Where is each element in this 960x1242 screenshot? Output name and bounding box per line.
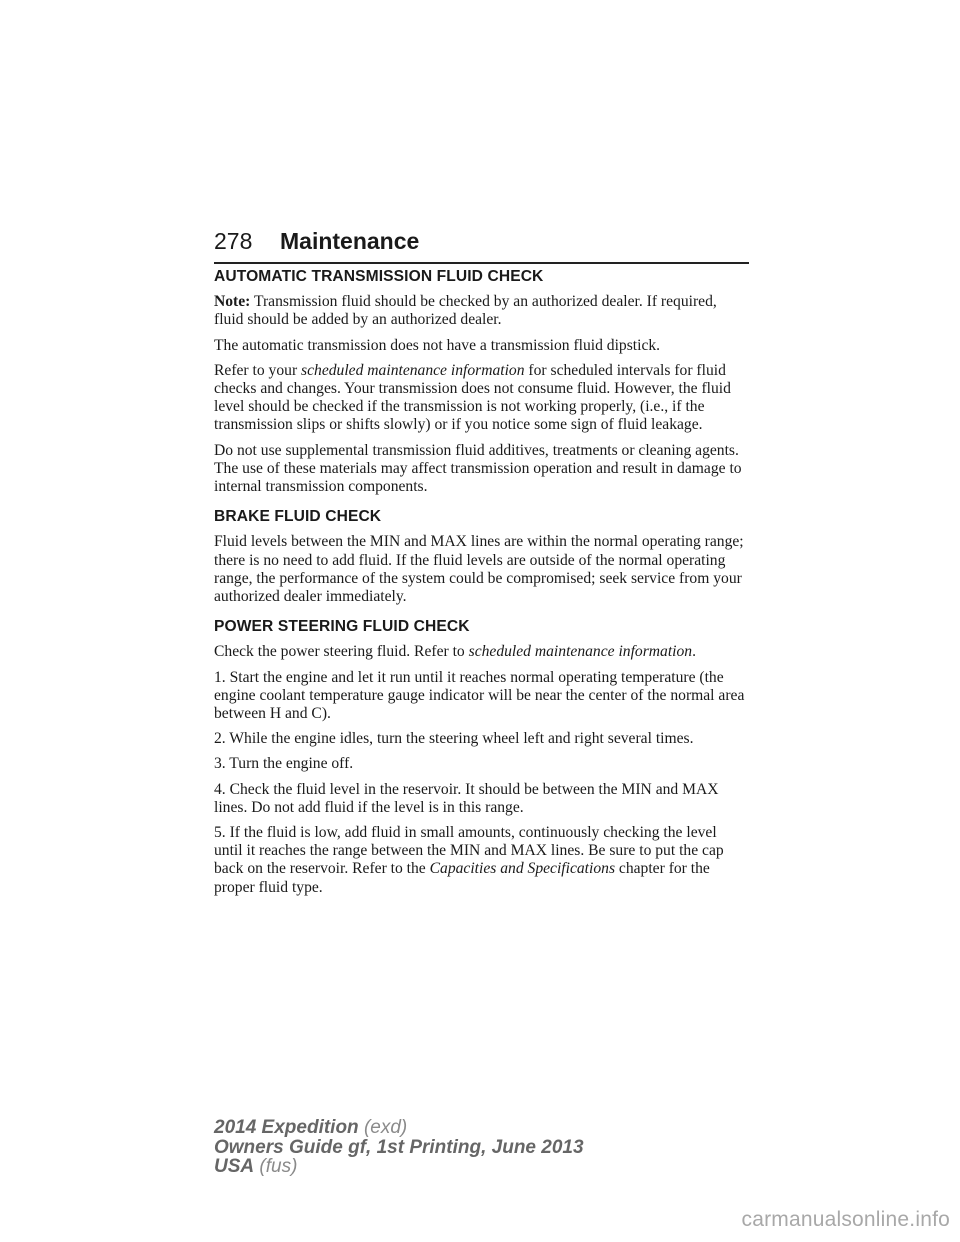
page-header xyxy=(214,228,749,264)
footer-line-3 xyxy=(214,1157,584,1177)
watermark: carmanualsonline.info xyxy=(741,1208,950,1231)
page-content xyxy=(214,268,749,904)
maintenance-info-reference: scheduled maintenance information xyxy=(301,361,525,379)
footer-market: USA xyxy=(214,1156,255,1177)
page-number: 278 xyxy=(214,228,253,254)
maintenance-info-reference: scheduled maintenance information xyxy=(468,643,693,661)
brake-heading: BRAKE FLUID CHECK xyxy=(214,508,382,526)
power-steering-heading: POWER STEERING FLUID CHECK xyxy=(214,618,470,636)
atf-paragraph-2 xyxy=(214,362,749,435)
footer-line-2: Owners Guide gf, 1st Printing, June 2013 xyxy=(214,1136,584,1158)
text-run: 5. If the fluid is low, add fluid in small amounts, continuously checking the level until it reaches the range between the MIN and MAX lines. Be sure to put the cap back on the reservoir. Refer to the xyxy=(214,824,724,878)
step-2: 2. While the engine idles, turn the steering wheel left and right several times. xyxy=(214,730,694,748)
section-title: Maintenance xyxy=(280,228,420,254)
step-4: 4. Check the fluid level in the reservoir. It should be between the MIN and MAX lines. Do not add fluid if the level is in this range. xyxy=(214,780,719,816)
footer-market-code: (fus) xyxy=(254,1156,298,1177)
capacities-reference: Capacities and Specifications xyxy=(429,860,616,878)
note-label: Note: xyxy=(214,293,251,311)
brake-paragraph: Fluid levels between the MIN and MAX lines are within the normal operating range; there is no need to add fluid. If the fluid levels are outside of the normal operating range, the performance of the system could be compromised; seek service from your authorized dealer immediately. xyxy=(214,533,744,606)
atf-note xyxy=(214,293,749,329)
footer-line-1 xyxy=(214,1118,584,1138)
note-text: Transmission fluid should be checked by an authorized dealer. If required, fluid should be added by an authorized dealer. xyxy=(214,293,717,329)
text-run: for scheduled intervals for fluid checks and changes. Your transmission does not consume fluid. However, the fluid level should be checked if the transmission is not working properly, (i.e., if the transmission slips or shifts slowly) or if you notice some sign of fluid leakage. xyxy=(214,361,731,434)
text-run: . xyxy=(692,643,696,661)
step-5 xyxy=(214,824,749,897)
footer-model: 2014 Expedition xyxy=(214,1117,359,1138)
document-footer xyxy=(214,1118,584,1177)
power-steering-intro xyxy=(214,643,749,661)
step-1: 1. Start the engine and let it run until it reaches normal operating temperature (the engine coolant temperature gauge indicator will be near the center of the normal area between H and C). xyxy=(214,668,745,723)
text-run: Refer to your xyxy=(214,361,302,379)
step-3: 3. Turn the engine off. xyxy=(214,755,354,773)
text-run: Check the power steering fluid. Refer to xyxy=(214,643,469,661)
atf-paragraph-3: Do not use supplemental transmission fluid additives, treatments or cleaning agents. The use of these materials may affect transmission operation and result in damage to internal transmission components. xyxy=(214,441,742,496)
text-run: chapter for the proper fluid type. xyxy=(214,860,710,896)
footer-model-code: (exd) xyxy=(358,1117,408,1138)
atf-heading: AUTOMATIC TRANSMISSION FLUID CHECK xyxy=(214,268,544,285)
atf-paragraph-1: The automatic transmission does not have a transmission fluid dipstick. xyxy=(214,336,661,354)
